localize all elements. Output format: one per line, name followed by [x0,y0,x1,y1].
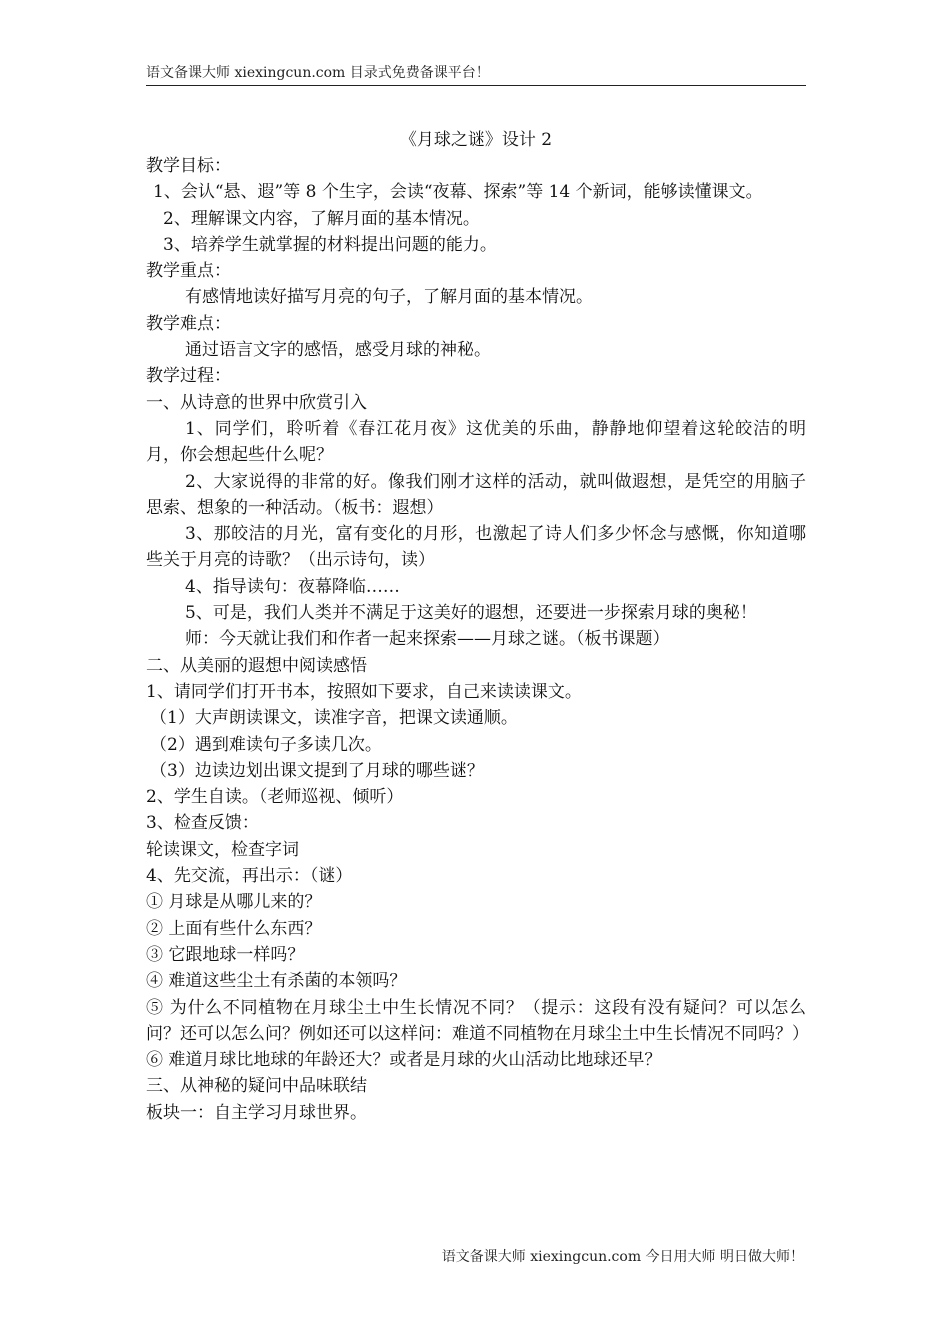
list-subitem: （3）边读边划出课文提到了月球的哪些谜？ [150,760,484,781]
key-points-text: 有感情地读好描写月亮的句子，了解月面的基本情况。 [185,287,593,308]
document-title: 《月球之谜》设计 2 [399,130,553,150]
objective-item: 2、理解课文内容，了解月面的基本情况。 [163,208,480,229]
list-subitem: （1）大声朗读课文，读准字音，把课文读通顺。 [150,708,518,729]
page-footer: 语文备课大师 xiexingcun.com 今日用大师 明日做大师！ [441,1249,804,1265]
objective-item: 3、培养学生就掌握的材料提出问题的能力。 [163,234,497,255]
block-heading: 板块一：自主学习月球世界。 [146,1102,367,1123]
section-heading: 一、从诗意的世界中欣赏引入 [146,392,367,413]
section-heading: 二、从美丽的遐想中阅读感悟 [146,655,367,676]
difficulty-text: 通过语言文字的感悟，感受月球的神秘。 [185,340,491,361]
process-heading: 教学过程： [146,366,231,387]
list-item: 2、学生自读。（老师巡视、倾听） [146,787,404,808]
objective-item: 1、会认“悬、遐”等 8 个生字，会读“夜幕、探索”等 14 个新词，能够读懂课文。 [153,182,763,203]
paragraph: 5、可是，我们人类并不满足于这美好的遐想，还要进一步探索月球的奥秘！ [185,603,757,624]
list-item: 1、请同学们打开书本，按照如下要求，自己来读读课文。 [146,681,582,702]
document-body [146,153,809,1126]
riddle-item: ① 月球是从哪儿来的？ [146,892,322,913]
objectives-heading: 教学目标： [146,156,231,176]
paragraph: 4、指导读句：夜幕降临…… [185,576,400,597]
list-item: 轮读课文，检查字词 [146,839,299,860]
list-item: 4、先交流，再出示：（谜） [146,866,353,887]
riddle-item: ⑥ 难道月球比地球的年龄还大？或者是月球的火山活动比地球还早？ [146,1050,662,1071]
riddle-item: ⑤ 为什么不同植物在月球尘土中生长情况不同？（提示：这段有没有疑问？可以怎么问？还可以怎么问？例如还可以这样问：难道不同植物在月球尘土中生长情况不同吗？） [146,997,809,1044]
key-points-heading: 教学重点： [146,261,231,282]
paragraph: 3、那皎洁的月光，富有变化的月形，也激起了诗人们多少怀念与感慨，你知道哪些关于月亮的诗歌？（出示诗句，读） [146,524,806,571]
list-subitem: （2）遇到难读句子多读几次。 [150,734,382,755]
paragraph: 1、同学们，聆听着《春江花月夜》这优美的乐曲，静静地仰望着这轮皎洁的明月，你会想起些什么呢？ [146,418,806,466]
list-item: 3、检查反馈： [146,813,259,834]
riddle-item: ② 上面有些什么东西？ [146,918,322,939]
section-heading: 三、从神秘的疑问中品味联结 [146,1076,367,1097]
difficulty-heading: 教学难点： [146,313,231,334]
page-header: 语文备课大师 xiexingcun.com 目录式免费备课平台！ [146,64,806,86]
paragraph: 2、大家说得的非常的好。像我们刚才这样的活动，就叫做遐想，是凭空的用脑子思索、想象的一种活动。（板书：遐想） [146,471,806,518]
riddle-item: ③ 它跟地球一样吗？ [146,944,305,965]
paragraph: 师：今天就让我们和作者一起来探索——月球之谜。（板书课题） [185,629,670,650]
riddle-item: ④ 难道这些尘土有杀菌的本领吗？ [146,971,407,992]
